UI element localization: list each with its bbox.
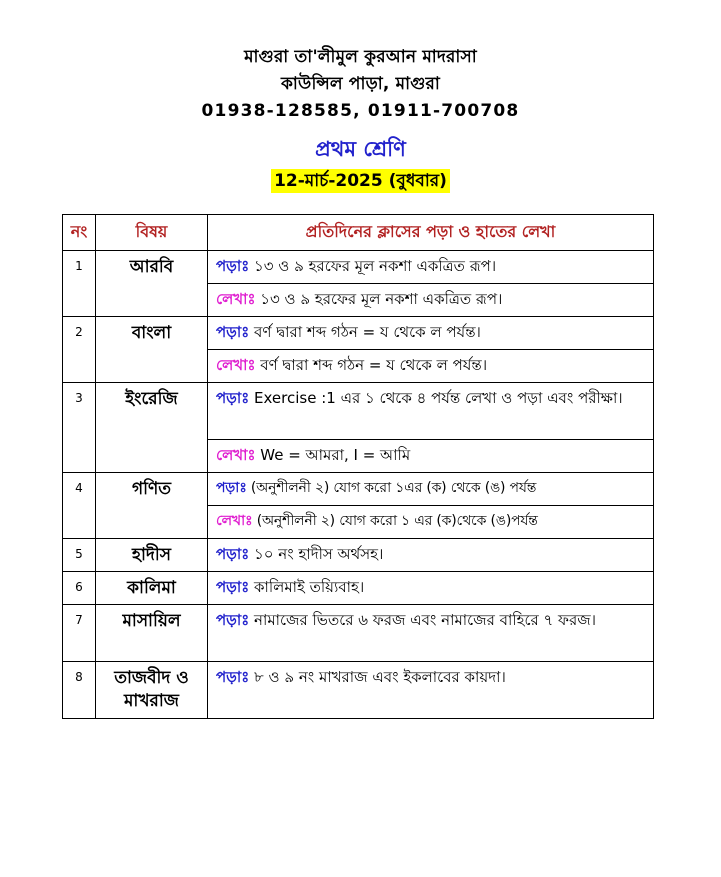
read-text: Exercise :1 এর ১ থেকে ৪ পর্যন্ত লেখা ও পড়া এবং পরীক্ষা।: [254, 389, 623, 407]
table-row: [63, 251, 654, 284]
read-text: বর্ণ দ্বারা শব্দ গঠন = য থেকে ল পর্যন্ত।: [254, 323, 481, 341]
subject-name: বাংলা: [96, 317, 208, 383]
header-num: নং: [63, 215, 96, 251]
row-number: 2: [63, 317, 96, 383]
read-text: ১০ নং হাদীস অর্থসহ।: [254, 545, 384, 563]
read-text: নামাজের ভিতরে ৬ ফরজ এবং নামাজের বাহিরে ৭ ফরজ।: [254, 611, 597, 629]
read-task: [208, 317, 654, 350]
read-label: পড়াঃ: [216, 668, 250, 686]
institution-name: মাগুরা তা'লীমুল কুরআন মাদরাসা: [244, 47, 477, 67]
header-subject: বিষয়: [96, 215, 208, 251]
subject-name: গণিত: [96, 473, 208, 539]
read-text: কালিমাই তয়্যিবাহ।: [254, 578, 365, 596]
routine-table: [62, 214, 654, 719]
table-row: [63, 383, 654, 440]
row-number: 1: [63, 251, 96, 317]
contact-phones: 01938-128585, 01911-700708: [201, 101, 520, 121]
read-task: [208, 662, 654, 719]
write-label: লেখাঃ: [216, 513, 253, 529]
write-task: [208, 440, 654, 473]
table-row: [63, 539, 654, 572]
read-task: [208, 251, 654, 284]
read-label: পড়াঃ: [216, 257, 250, 275]
subject-name: মাসায়িল: [96, 605, 208, 662]
write-label: লেখাঃ: [216, 290, 256, 308]
row-number: 4: [63, 473, 96, 539]
write-label: লেখাঃ: [216, 446, 256, 464]
read-task: [208, 539, 654, 572]
subject-name: আরবি: [96, 251, 208, 317]
write-task: [208, 284, 654, 317]
table-header-row: [63, 215, 654, 251]
read-task: [208, 473, 654, 506]
write-text: We = আমরা, I = আমি: [260, 446, 411, 464]
document-header: [0, 44, 721, 194]
read-label: পড়াঃ: [216, 323, 250, 341]
header-task: প্রতিদিনের ক্লাসের পড়া ও হাতের লেখা: [208, 215, 654, 251]
write-text: বর্ণ দ্বারা শব্দ গঠন = য থেকে ল পর্যন্ত।: [260, 356, 488, 374]
write-label: লেখাঃ: [216, 356, 256, 374]
read-text: ৮ ও ৯ নং মাখরাজ এবং ইকলাবের কায়দা।: [254, 668, 506, 686]
read-text: ১৩ ও ৯ হরফের মূল নকশা একত্রিত রূপ।: [254, 257, 497, 275]
routine-date: 12-মার্চ-2025 (বুধবার): [271, 169, 450, 193]
institution-address: কাউন্সিল পাড়া, মাগুরা: [281, 74, 440, 94]
subject-name: তাজবীদ ও মাখরাজ: [96, 662, 208, 719]
read-label: পড়াঃ: [216, 545, 250, 563]
subject-name: হাদীস: [96, 539, 208, 572]
write-text: ১৩ ও ৯ হরফের মূল নকশা একত্রিত রূপ।: [260, 290, 503, 308]
table-row: [63, 662, 654, 719]
read-task: [208, 605, 654, 662]
table-row: [63, 317, 654, 350]
table-row: [63, 473, 654, 506]
subject-name: কালিমা: [96, 572, 208, 605]
write-text: (অনুশীলনী ২) যোগ করো ১ এর (ক)থেকে (ঙ)পর্যন্ত: [256, 513, 538, 529]
row-number: 3: [63, 383, 96, 473]
write-task: [208, 506, 654, 539]
table-row: [63, 605, 654, 662]
table-row: [63, 572, 654, 605]
read-task: [208, 383, 654, 440]
read-label: পড়াঃ: [216, 389, 250, 407]
read-label: পড়াঃ: [216, 611, 250, 629]
row-number: 7: [63, 605, 96, 662]
read-label: পড়াঃ: [216, 480, 247, 496]
write-task: [208, 350, 654, 383]
read-task: [208, 572, 654, 605]
row-number: 6: [63, 572, 96, 605]
subject-name: ইংরেজি: [96, 383, 208, 473]
class-title: প্রথম শ্রেণি: [315, 137, 406, 161]
row-number: 5: [63, 539, 96, 572]
read-text: (অনুশীলনী ২) যোগ করো ১এর (ক) থেকে (ঙ) পর্যন্ত: [250, 480, 537, 496]
row-number: 8: [63, 662, 96, 719]
read-label: পড়াঃ: [216, 578, 250, 596]
